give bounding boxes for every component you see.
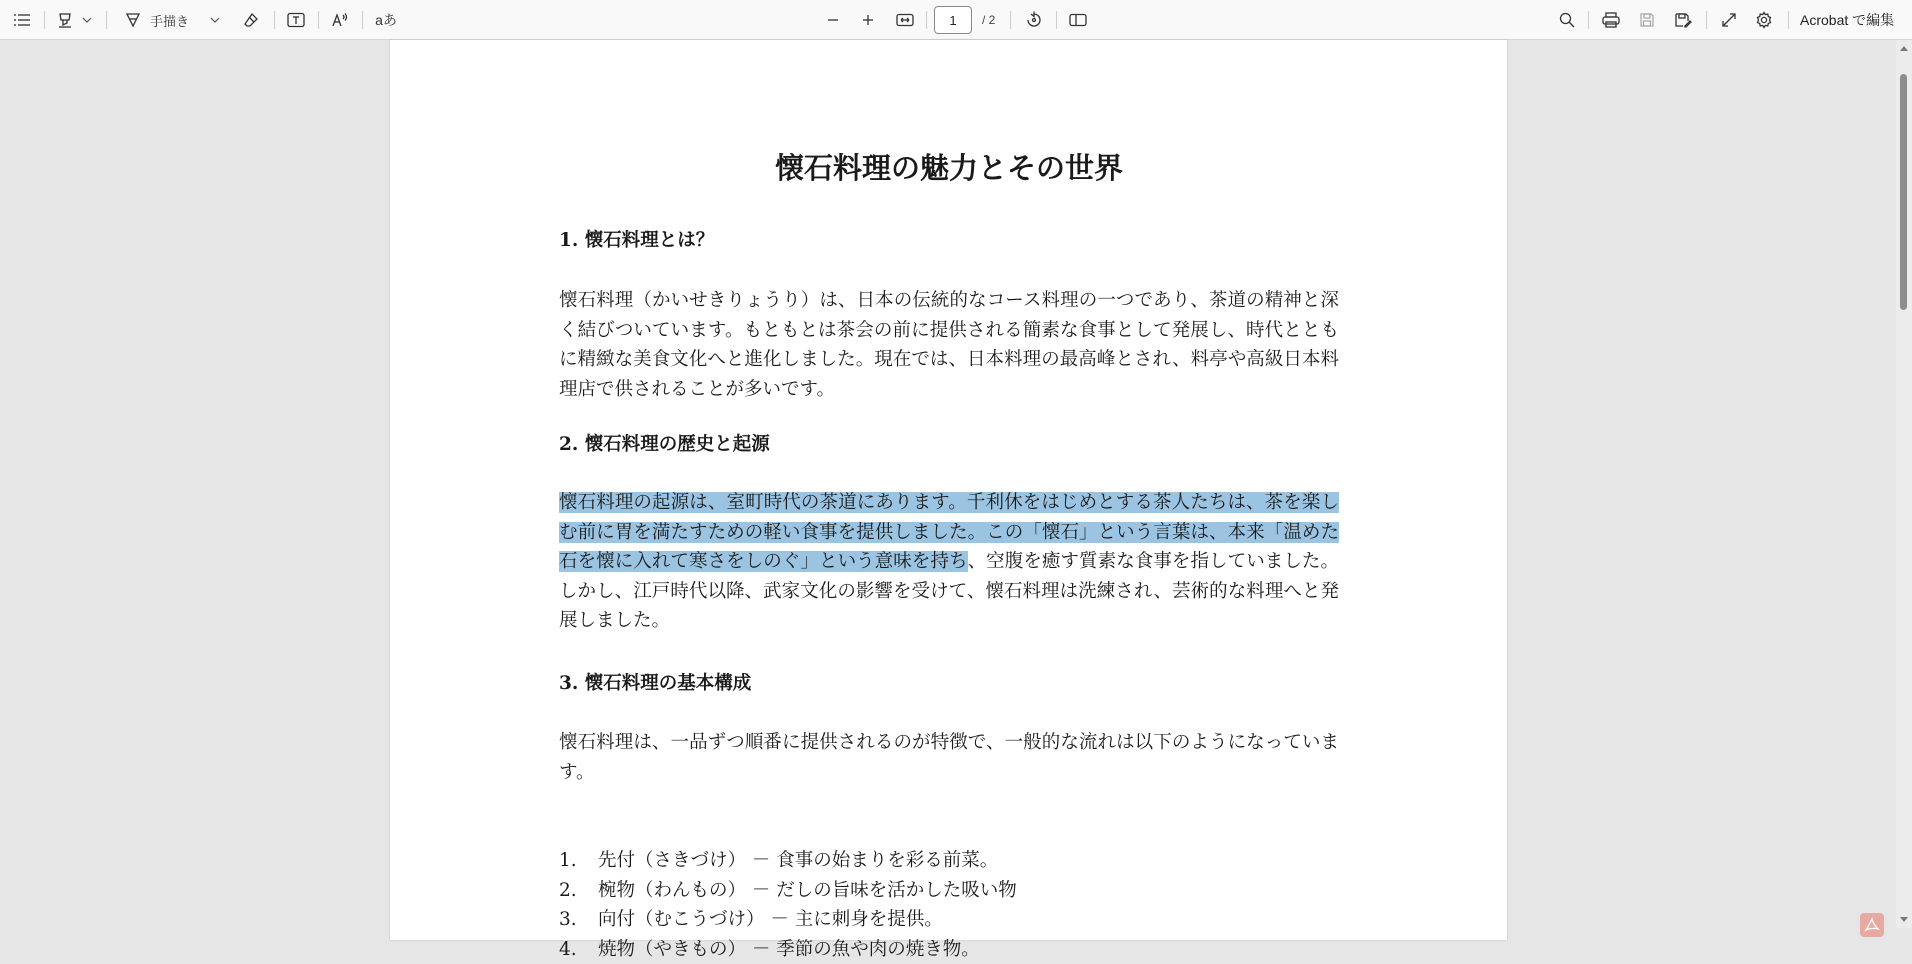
- course-list: [559, 846, 1339, 964]
- text-language-button[interactable]: [372, 0, 400, 40]
- toolbar-separator: [44, 11, 45, 29]
- add-text-icon[interactable]: [285, 0, 307, 40]
- list-number: 2.: [559, 876, 598, 906]
- zoom-out-icon[interactable]: [822, 0, 844, 40]
- page-total: / 2: [982, 0, 995, 40]
- toolbar-separator: [1588, 11, 1589, 29]
- document-viewer[interactable]: [0, 40, 1912, 928]
- toolbar-separator: [926, 11, 927, 29]
- list-item: [559, 876, 1339, 906]
- save-icon[interactable]: [1636, 0, 1658, 40]
- rotate-icon[interactable]: [1022, 0, 1046, 40]
- print-icon[interactable]: [1600, 0, 1622, 40]
- list-number: 4.: [559, 935, 598, 964]
- selected-text-highlight[interactable]: 懐石料理の起源は、室町時代の茶道にあります。千利休をはじめとする茶人たちは、茶を楽しむ前に胃を満たすための軽い食事を提供しました。この「懐石」という言葉は、本来「温めた石を懐に入れて寒さをしのぐ」という意味を持ち: [559, 492, 1339, 572]
- search-icon[interactable]: [1556, 0, 1578, 40]
- toolbar-separator: [1706, 11, 1707, 29]
- list-number: 3.: [559, 905, 598, 935]
- paragraph-text: 、空腹を癒す質素な食事を指していました。しかし、江戸時代以降、武家文化の影響を受けて、懐石料理は洗練され、芸術的な料理へと発展しました。: [559, 551, 1339, 631]
- draw-options-chevron-icon[interactable]: [208, 0, 222, 40]
- page-number-input[interactable]: [934, 6, 972, 34]
- list-text: 椀物（わんもの） － だしの旨味を活かした吸い物: [598, 876, 1017, 906]
- section-heading: 2. 懐石料理の歴史と起源: [559, 430, 770, 460]
- page-view-icon[interactable]: [1066, 0, 1090, 40]
- section-paragraph: 懐石料理は、一品ずつ順番に提供されるのが特徴で、一般的な流れは以下のようになっています。: [559, 728, 1339, 787]
- outline-list-icon[interactable]: [10, 0, 34, 40]
- toolbar-separator: [318, 11, 319, 29]
- fit-width-icon[interactable]: [893, 0, 917, 40]
- vertical-scrollbar[interactable]: [1896, 40, 1912, 928]
- scroll-down-arrow-icon[interactable]: [1900, 917, 1908, 922]
- highlight-pen-icon[interactable]: [54, 0, 76, 40]
- section-heading: 3. 懐石料理の基本構成: [559, 669, 751, 699]
- document-title: 懐石料理の魅力とその世界: [559, 148, 1339, 188]
- save-as-icon[interactable]: [1672, 0, 1694, 40]
- list-text: 焼物（やきもの） － 季節の魚や肉の焼き物。: [598, 935, 980, 964]
- settings-gear-icon[interactable]: [1753, 0, 1775, 40]
- toolbar-separator: [362, 11, 363, 29]
- text-language-label: aあ: [375, 10, 397, 30]
- acrobat-logo-icon[interactable]: [1860, 913, 1884, 937]
- section-paragraph: [559, 488, 1339, 636]
- edit-in-acrobat-button[interactable]: Acrobat で編集: [1800, 0, 1894, 40]
- zoom-in-icon[interactable]: [857, 0, 879, 40]
- list-item: [559, 905, 1339, 935]
- toolbar-separator: [1788, 11, 1789, 29]
- toolbar-separator: [1056, 11, 1057, 29]
- toolbar-separator: [106, 11, 107, 29]
- list-text: 向付（むこうづけ） － 主に刺身を提供。: [598, 905, 943, 935]
- list-number: 1.: [559, 846, 598, 876]
- expand-icon[interactable]: [1718, 0, 1740, 40]
- pdf-toolbar: [0, 0, 1912, 40]
- pdf-page: [390, 40, 1507, 940]
- scroll-up-arrow-icon[interactable]: [1900, 46, 1908, 51]
- scroll-thumb[interactable]: [1900, 74, 1907, 310]
- list-text: 先付（さきづけ） － 食事の始まりを彩る前菜。: [598, 846, 998, 876]
- read-aloud-icon[interactable]: [329, 0, 351, 40]
- section-heading: 1. 懐石料理とは？: [559, 226, 714, 256]
- toolbar-separator: [274, 11, 275, 29]
- list-item: [559, 935, 1339, 964]
- highlight-options-chevron-icon[interactable]: [80, 0, 94, 40]
- eraser-icon[interactable]: [240, 0, 262, 40]
- toolbar-separator: [1010, 11, 1011, 29]
- draw-pen-icon[interactable]: [122, 0, 144, 40]
- section-paragraph: 懐石料理（かいせきりょうり）は、日本の伝統的なコース料理の一つであり、茶道の精神と深く結びついています。もともとは茶会の前に提供される簡素な食事として発展し、時代とともに精緻な美食文化へと進化しました。現在では、日本料理の最高峰とされ、料亭や高級日本料理店で供されることが多いです。: [559, 286, 1339, 404]
- freehand-draw-button[interactable]: [150, 0, 198, 40]
- list-item: [559, 846, 1339, 876]
- freehand-label: 手描き: [150, 11, 189, 30]
